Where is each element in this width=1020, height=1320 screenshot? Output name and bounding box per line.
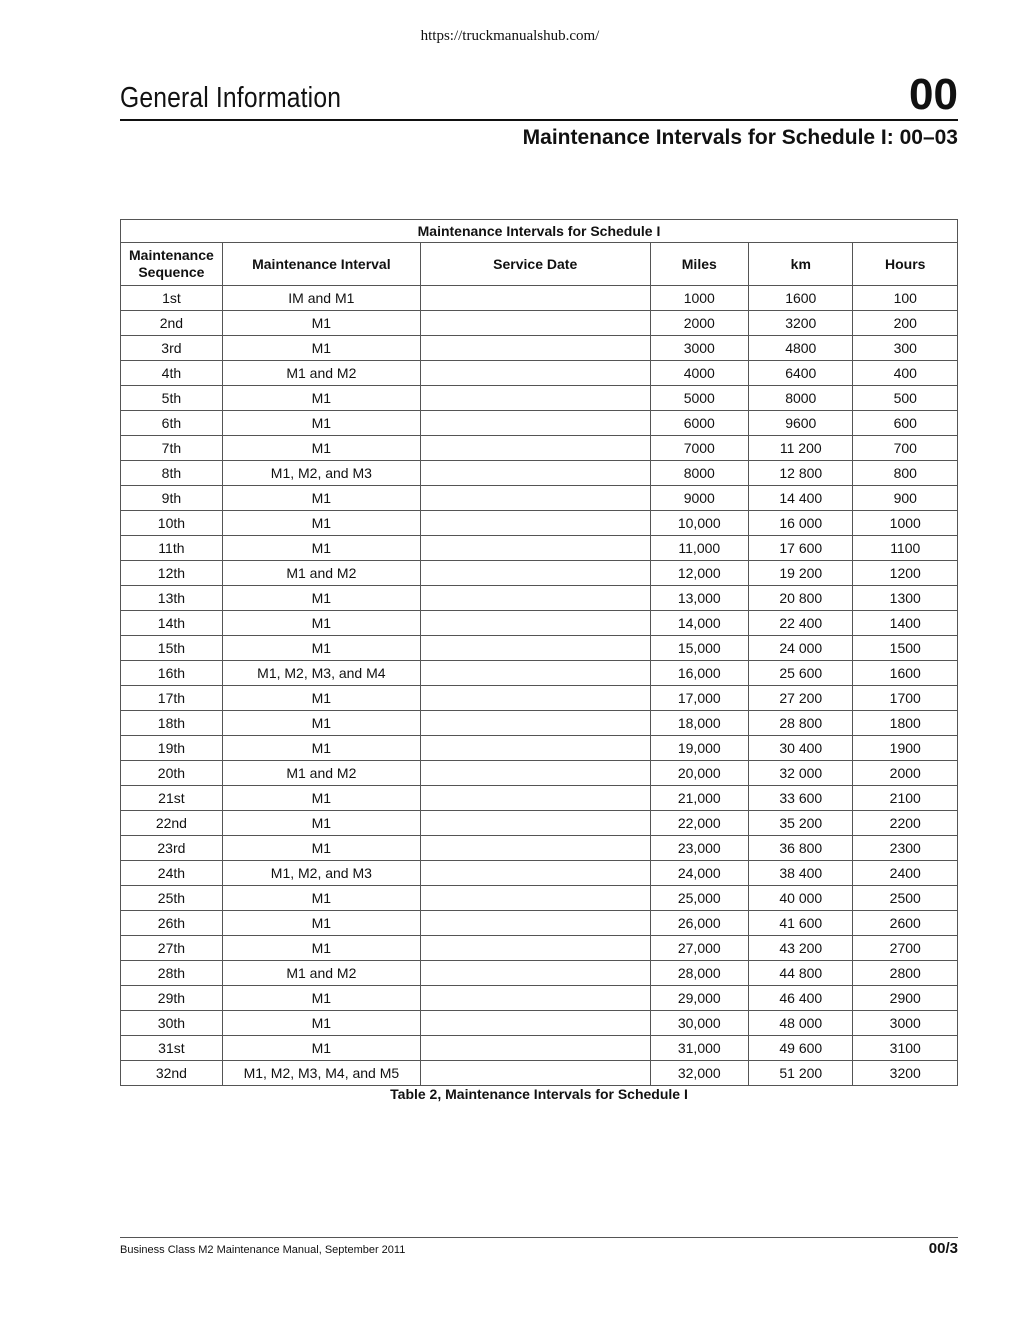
cell-interval: M1 <box>222 986 420 1011</box>
cell-sequence: 20th <box>121 761 223 786</box>
cell-hours: 2500 <box>853 886 958 911</box>
cell-km: 43 200 <box>749 936 853 961</box>
cell-km: 49 600 <box>749 1036 853 1061</box>
cell-hours: 1100 <box>853 536 958 561</box>
cell-interval: M1, M2, and M3 <box>222 861 420 886</box>
cell-interval: M1 <box>222 486 420 511</box>
column-header-hours: Hours <box>853 243 958 286</box>
cell-hours: 3200 <box>853 1061 958 1086</box>
cell-miles: 25,000 <box>650 886 749 911</box>
cell-interval: M1, M2, M3, and M4 <box>222 661 420 686</box>
table-row <box>121 636 958 661</box>
table-row <box>121 461 958 486</box>
cell-miles: 23,000 <box>650 836 749 861</box>
cell-service-date <box>420 736 650 761</box>
table-row <box>121 686 958 711</box>
cell-sequence: 9th <box>121 486 223 511</box>
cell-service-date <box>420 561 650 586</box>
cell-km: 14 400 <box>749 486 853 511</box>
table-row <box>121 711 958 736</box>
cell-interval: M1 <box>222 736 420 761</box>
cell-miles: 9000 <box>650 486 749 511</box>
cell-miles: 2000 <box>650 311 749 336</box>
cell-miles: 18,000 <box>650 711 749 736</box>
cell-service-date <box>420 861 650 886</box>
cell-interval: M1 <box>222 411 420 436</box>
cell-miles: 12,000 <box>650 561 749 586</box>
table-footnote-caption: Table 2, Maintenance Intervals for Schedule I <box>390 1086 688 1102</box>
cell-hours: 2600 <box>853 911 958 936</box>
cell-hours: 1000 <box>853 511 958 536</box>
cell-miles: 30,000 <box>650 1011 749 1036</box>
cell-km: 3200 <box>749 311 853 336</box>
table-caption: Maintenance Intervals for Schedule I <box>121 220 958 243</box>
table-row <box>121 936 958 961</box>
table-row <box>121 761 958 786</box>
cell-interval: M1 <box>222 1011 420 1036</box>
cell-interval: M1 <box>222 336 420 361</box>
table-row <box>121 436 958 461</box>
cell-interval: M1 <box>222 836 420 861</box>
table-row <box>121 736 958 761</box>
cell-service-date <box>420 286 650 311</box>
cell-miles: 32,000 <box>650 1061 749 1086</box>
cell-service-date <box>420 1011 650 1036</box>
cell-service-date <box>420 711 650 736</box>
cell-miles: 5000 <box>650 386 749 411</box>
cell-sequence: 31st <box>121 1036 223 1061</box>
cell-sequence: 21st <box>121 786 223 811</box>
cell-hours: 900 <box>853 486 958 511</box>
table-row <box>121 486 958 511</box>
cell-km: 38 400 <box>749 861 853 886</box>
cell-interval: M1 <box>222 936 420 961</box>
cell-miles: 16,000 <box>650 661 749 686</box>
table-row <box>121 336 958 361</box>
cell-interval: M1 <box>222 586 420 611</box>
table-row <box>121 511 958 536</box>
cell-service-date <box>420 986 650 1011</box>
cell-hours: 2800 <box>853 961 958 986</box>
cell-interval: M1 <box>222 911 420 936</box>
table-row <box>121 286 958 311</box>
cell-km: 44 800 <box>749 961 853 986</box>
cell-sequence: 27th <box>121 936 223 961</box>
cell-interval: M1 <box>222 311 420 336</box>
cell-interval: M1, M2, and M3 <box>222 461 420 486</box>
cell-interval: M1 and M2 <box>222 961 420 986</box>
cell-km: 17 600 <box>749 536 853 561</box>
cell-service-date <box>420 686 650 711</box>
cell-sequence: 19th <box>121 736 223 761</box>
cell-service-date <box>420 311 650 336</box>
cell-sequence: 13th <box>121 586 223 611</box>
cell-km: 9600 <box>749 411 853 436</box>
table-row <box>121 836 958 861</box>
cell-service-date <box>420 1061 650 1086</box>
section-title: General Information <box>120 82 342 114</box>
table-row <box>121 1011 958 1036</box>
cell-sequence: 10th <box>121 511 223 536</box>
cell-miles: 28,000 <box>650 961 749 986</box>
cell-sequence: 24th <box>121 861 223 886</box>
cell-miles: 15,000 <box>650 636 749 661</box>
cell-km: 27 200 <box>749 686 853 711</box>
cell-service-date <box>420 786 650 811</box>
cell-sequence: 17th <box>121 686 223 711</box>
cell-sequence: 29th <box>121 986 223 1011</box>
cell-interval: M1 <box>222 811 420 836</box>
cell-km: 51 200 <box>749 1061 853 1086</box>
cell-sequence: 15th <box>121 636 223 661</box>
cell-interval: M1 <box>222 636 420 661</box>
cell-hours: 300 <box>853 336 958 361</box>
cell-service-date <box>420 436 650 461</box>
cell-miles: 6000 <box>650 411 749 436</box>
column-header-interval: Maintenance Interval <box>222 243 420 286</box>
cell-miles: 21,000 <box>650 786 749 811</box>
cell-sequence: 30th <box>121 1011 223 1036</box>
cell-miles: 17,000 <box>650 686 749 711</box>
cell-service-date <box>420 661 650 686</box>
cell-interval: M1 <box>222 436 420 461</box>
cell-service-date <box>420 886 650 911</box>
cell-hours: 1300 <box>853 586 958 611</box>
cell-interval: M1 <box>222 536 420 561</box>
cell-hours: 1400 <box>853 611 958 636</box>
cell-sequence: 1st <box>121 286 223 311</box>
cell-miles: 26,000 <box>650 911 749 936</box>
table-row <box>121 561 958 586</box>
table-row <box>121 886 958 911</box>
cell-service-date <box>420 511 650 536</box>
cell-sequence: 26th <box>121 911 223 936</box>
cell-hours: 2300 <box>853 836 958 861</box>
cell-hours: 3100 <box>853 1036 958 1061</box>
cell-hours: 1700 <box>853 686 958 711</box>
cell-hours: 1500 <box>853 636 958 661</box>
footer-divider <box>120 1237 958 1238</box>
cell-hours: 2000 <box>853 761 958 786</box>
cell-hours: 2700 <box>853 936 958 961</box>
cell-miles: 4000 <box>650 361 749 386</box>
cell-hours: 1200 <box>853 561 958 586</box>
cell-interval: M1 and M2 <box>222 361 420 386</box>
cell-service-date <box>420 486 650 511</box>
cell-miles: 19,000 <box>650 736 749 761</box>
cell-service-date <box>420 386 650 411</box>
cell-interval: M1 <box>222 886 420 911</box>
table-row <box>121 811 958 836</box>
cell-km: 16 000 <box>749 511 853 536</box>
column-header-sequence: Maintenance Sequence <box>121 243 223 286</box>
cell-miles: 1000 <box>650 286 749 311</box>
cell-miles: 29,000 <box>650 986 749 1011</box>
cell-sequence: 32nd <box>121 1061 223 1086</box>
cell-km: 11 200 <box>749 436 853 461</box>
cell-interval: M1 <box>222 711 420 736</box>
cell-service-date <box>420 586 650 611</box>
cell-miles: 31,000 <box>650 1036 749 1061</box>
cell-sequence: 8th <box>121 461 223 486</box>
table-row <box>121 911 958 936</box>
table-row <box>121 361 958 386</box>
cell-hours: 700 <box>853 436 958 461</box>
cell-km: 32 000 <box>749 761 853 786</box>
table-row <box>121 661 958 686</box>
cell-interval: M1, M2, M3, M4, and M5 <box>222 1061 420 1086</box>
cell-miles: 14,000 <box>650 611 749 636</box>
cell-service-date <box>420 811 650 836</box>
cell-hours: 1600 <box>853 661 958 686</box>
cell-hours: 500 <box>853 386 958 411</box>
table-row <box>121 611 958 636</box>
cell-service-date <box>420 936 650 961</box>
table-row <box>121 1061 958 1086</box>
table-header-row <box>121 243 958 286</box>
cell-sequence: 7th <box>121 436 223 461</box>
cell-hours: 2100 <box>853 786 958 811</box>
cell-service-date <box>420 761 650 786</box>
cell-km: 12 800 <box>749 461 853 486</box>
cell-km: 36 800 <box>749 836 853 861</box>
table-row <box>121 1036 958 1061</box>
cell-miles: 13,000 <box>650 586 749 611</box>
cell-miles: 3000 <box>650 336 749 361</box>
cell-miles: 24,000 <box>650 861 749 886</box>
cell-km: 35 200 <box>749 811 853 836</box>
cell-km: 22 400 <box>749 611 853 636</box>
cell-km: 19 200 <box>749 561 853 586</box>
cell-miles: 22,000 <box>650 811 749 836</box>
cell-service-date <box>420 961 650 986</box>
cell-interval: IM and M1 <box>222 286 420 311</box>
table-row <box>121 861 958 886</box>
cell-service-date <box>420 911 650 936</box>
cell-km: 24 000 <box>749 636 853 661</box>
cell-sequence: 3rd <box>121 336 223 361</box>
section-number: 00 <box>909 70 958 119</box>
column-header-miles: Miles <box>650 243 749 286</box>
table-row <box>121 961 958 986</box>
cell-interval: M1 <box>222 386 420 411</box>
cell-miles: 11,000 <box>650 536 749 561</box>
cell-km: 46 400 <box>749 986 853 1011</box>
cell-km: 28 800 <box>749 711 853 736</box>
header-divider <box>120 119 958 121</box>
cell-km: 1600 <box>749 286 853 311</box>
cell-sequence: 25th <box>121 886 223 911</box>
cell-sequence: 11th <box>121 536 223 561</box>
footer-manual-title: Business Class M2 Maintenance Manual, September 2011 <box>120 1244 406 1256</box>
cell-miles: 10,000 <box>650 511 749 536</box>
cell-km: 30 400 <box>749 736 853 761</box>
cell-hours: 1800 <box>853 711 958 736</box>
cell-interval: M1 <box>222 1036 420 1061</box>
column-header-service-date: Service Date <box>420 243 650 286</box>
cell-hours: 2900 <box>853 986 958 1011</box>
cell-km: 20 800 <box>749 586 853 611</box>
cell-hours: 800 <box>853 461 958 486</box>
maintenance-intervals-table <box>120 219 958 1086</box>
source-url: https://truckmanualshub.com/ <box>420 28 600 44</box>
cell-km: 33 600 <box>749 786 853 811</box>
cell-sequence: 2nd <box>121 311 223 336</box>
cell-km: 25 600 <box>749 661 853 686</box>
table-row <box>121 786 958 811</box>
cell-service-date <box>420 836 650 861</box>
page-subtitle: Maintenance Intervals for Schedule I: 00–03 <box>522 126 958 149</box>
cell-interval: M1 <box>222 611 420 636</box>
table-row <box>121 411 958 436</box>
cell-service-date <box>420 336 650 361</box>
cell-hours: 400 <box>853 361 958 386</box>
cell-sequence: 16th <box>121 661 223 686</box>
cell-service-date <box>420 361 650 386</box>
table-caption-row <box>121 220 958 243</box>
cell-hours: 3000 <box>853 1011 958 1036</box>
table-row <box>121 986 958 1011</box>
cell-hours: 600 <box>853 411 958 436</box>
cell-hours: 2400 <box>853 861 958 886</box>
cell-sequence: 18th <box>121 711 223 736</box>
table-row <box>121 386 958 411</box>
cell-sequence: 4th <box>121 361 223 386</box>
table-body <box>121 286 958 1086</box>
table-row <box>121 586 958 611</box>
cell-service-date <box>420 1036 650 1061</box>
cell-sequence: 22nd <box>121 811 223 836</box>
page-number: 00/3 <box>928 1240 958 1257</box>
cell-service-date <box>420 536 650 561</box>
cell-km: 8000 <box>749 386 853 411</box>
cell-interval: M1 <box>222 786 420 811</box>
cell-sequence: 28th <box>121 961 223 986</box>
cell-km: 6400 <box>749 361 853 386</box>
cell-hours: 1900 <box>853 736 958 761</box>
cell-sequence: 12th <box>121 561 223 586</box>
column-header-km: km <box>749 243 853 286</box>
cell-miles: 27,000 <box>650 936 749 961</box>
cell-hours: 200 <box>853 311 958 336</box>
cell-sequence: 6th <box>121 411 223 436</box>
cell-interval: M1 and M2 <box>222 761 420 786</box>
cell-miles: 20,000 <box>650 761 749 786</box>
cell-km: 40 000 <box>749 886 853 911</box>
cell-hours: 2200 <box>853 811 958 836</box>
cell-service-date <box>420 611 650 636</box>
table-row <box>121 311 958 336</box>
cell-service-date <box>420 636 650 661</box>
cell-interval: M1 and M2 <box>222 561 420 586</box>
cell-service-date <box>420 461 650 486</box>
cell-interval: M1 <box>222 686 420 711</box>
cell-km: 48 000 <box>749 1011 853 1036</box>
cell-miles: 7000 <box>650 436 749 461</box>
cell-km: 41 600 <box>749 911 853 936</box>
cell-sequence: 23rd <box>121 836 223 861</box>
cell-interval: M1 <box>222 511 420 536</box>
cell-sequence: 5th <box>121 386 223 411</box>
cell-sequence: 14th <box>121 611 223 636</box>
cell-hours: 100 <box>853 286 958 311</box>
cell-service-date <box>420 411 650 436</box>
table-row <box>121 536 958 561</box>
cell-miles: 8000 <box>650 461 749 486</box>
cell-km: 4800 <box>749 336 853 361</box>
